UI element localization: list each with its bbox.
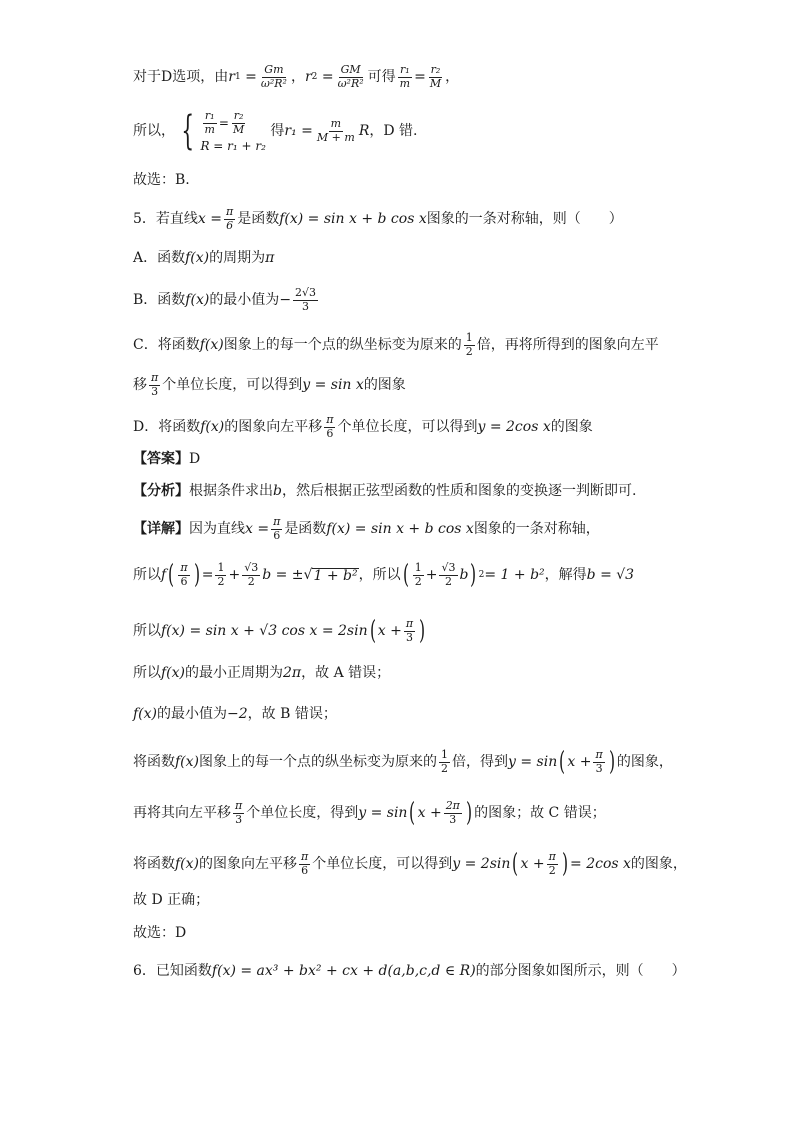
solution-step-5: 将函数 f(x) 图象上的每一个点的纵坐标变为原来的 $\frac{1}{2}$ 倍，得到 y = sin ( x + $\frac{\pi}{3}$ ) 的图象，	[133, 747, 673, 778]
solution-final: 故选：D	[133, 925, 187, 941]
answer-line: 【答案】 D	[133, 451, 201, 467]
question-6-stem: 6．已知函数 f(x) = ax³ + bx² + cx + d (a,b,c,d ∈ R) 的部分图象如图所示，则（ ）	[133, 963, 686, 979]
solution-step-1: 所以 f ( $\frac{\pi}{6}$ ) = $\frac{1}{2}$ + $\frac{√3}{2}$ b = ± √ 1 + b² ，所以 ( $\frac{1}{2}$ + $\frac{√3}{2}$ b ) 2 = 1 + b² ，解得 b = √3	[133, 560, 635, 591]
option-c-line1: C．将函数 f(x) 图象上的每一个点的纵坐标变为原来的 $\frac{1}{2}$ 倍，再将所得到的图象向左平	[133, 331, 659, 358]
fraction: $\frac{\text{r₂}}{M}$	[429, 63, 442, 90]
text-line-system: 所以， { $\frac{\text{r₁}}{m}$ = $\frac{\text{r₂}}{M}$ R = r₁ + r₂ 得 r₁ = $\frac{m}{M + m}$ R ，D 错.	[133, 108, 418, 155]
text-line-d-option: 对于D选项，由 r 1 = $\frac{Gm}{\text{ω²R²}}$ ， r 2 = $\frac{GM}{\text{ω²R²}}$ 可得 $\frac{\text{r₁}}{m}$ = $\frac{\text{r₂}}{M}$ ，	[133, 63, 460, 90]
solution-step-3: 所以 f(x) 的最小正周期为 2π ，故 A 错误；	[133, 665, 391, 681]
analysis-line: 【分析】 根据条件求出 b ，然后根据正弦型函数的性质和图象的变换逐一判断即可.	[133, 483, 637, 499]
fraction: $\frac{GM}{\text{ω²R²}}$	[337, 63, 364, 90]
solution-step-6: 再将其向左平移 $\frac{\pi}{3}$ 个单位长度，得到 y = sin ( x + $\frac{2\pi}{3}$ ) 的图象；故 C 错误；	[133, 798, 606, 829]
analysis-tag: 【分析】	[133, 483, 189, 499]
solution-step-2: 所以 f(x) = sin x + √3 cos x = 2sin ( x + $\frac{\pi}{3}$ )	[133, 616, 426, 647]
answer-tag: 【答案】	[133, 451, 189, 467]
option-d: D．将函数 f(x) 的图象向左平移 $\frac{\pi}{6}$ 个单位长度，可以得到 y = 2cos x 的图象	[133, 413, 593, 440]
detail-line: 【详解】 因为直线 x = $\frac{\pi}{6}$ 是函数 f(x) = sin x + b cos x 图象的一条对称轴，	[133, 515, 600, 542]
solution-step-4: f(x) 的最小值为 −2 ，故 B 错误；	[133, 706, 337, 722]
solution-step-7: 将函数 f(x) 的图象向左平移 $\frac{\pi}{6}$ 个单位长度，可以得到 y = 2sin ( x + $\frac{\pi}{2}$ ) = 2cos x 的图象，	[133, 849, 687, 880]
text: 对于D选项，由	[133, 69, 229, 86]
math-var: r	[228, 69, 235, 86]
equation-system: { $\frac{\text{r₁}}{m}$ = $\frac{\text{r₂}}{M}$ R = r₁ + r₂	[181, 108, 266, 155]
option-a: A．函数 f(x) 的周期为 π	[133, 250, 275, 266]
option-b: B．函数 f(x) 的最小值为 − $\frac{2√3}{3}$	[133, 286, 317, 313]
text-line-choose-b: 故选：B.	[133, 172, 190, 188]
detail-tag: 【详解】	[133, 521, 189, 538]
fraction: $\frac{m}{M + m}$	[316, 117, 355, 144]
fraction: $\frac{\text{r₁}}{m}$	[399, 63, 411, 90]
option-c-line2: 移 $\frac{\pi}{3}$ 个单位长度，可以得到 y = sin x 的图象	[133, 371, 406, 398]
question-5-stem: 5．若直线 x = $\frac{\pi}{6}$ 是函数 f(x) = sin x + b cos x 图象的一条对称轴，则（ ）	[133, 205, 623, 232]
math-var: r	[304, 69, 312, 86]
solution-step-8: 故 D 正确；	[133, 892, 210, 908]
fraction: $\frac{Gm}{\text{ω²R²}}$	[260, 63, 287, 90]
